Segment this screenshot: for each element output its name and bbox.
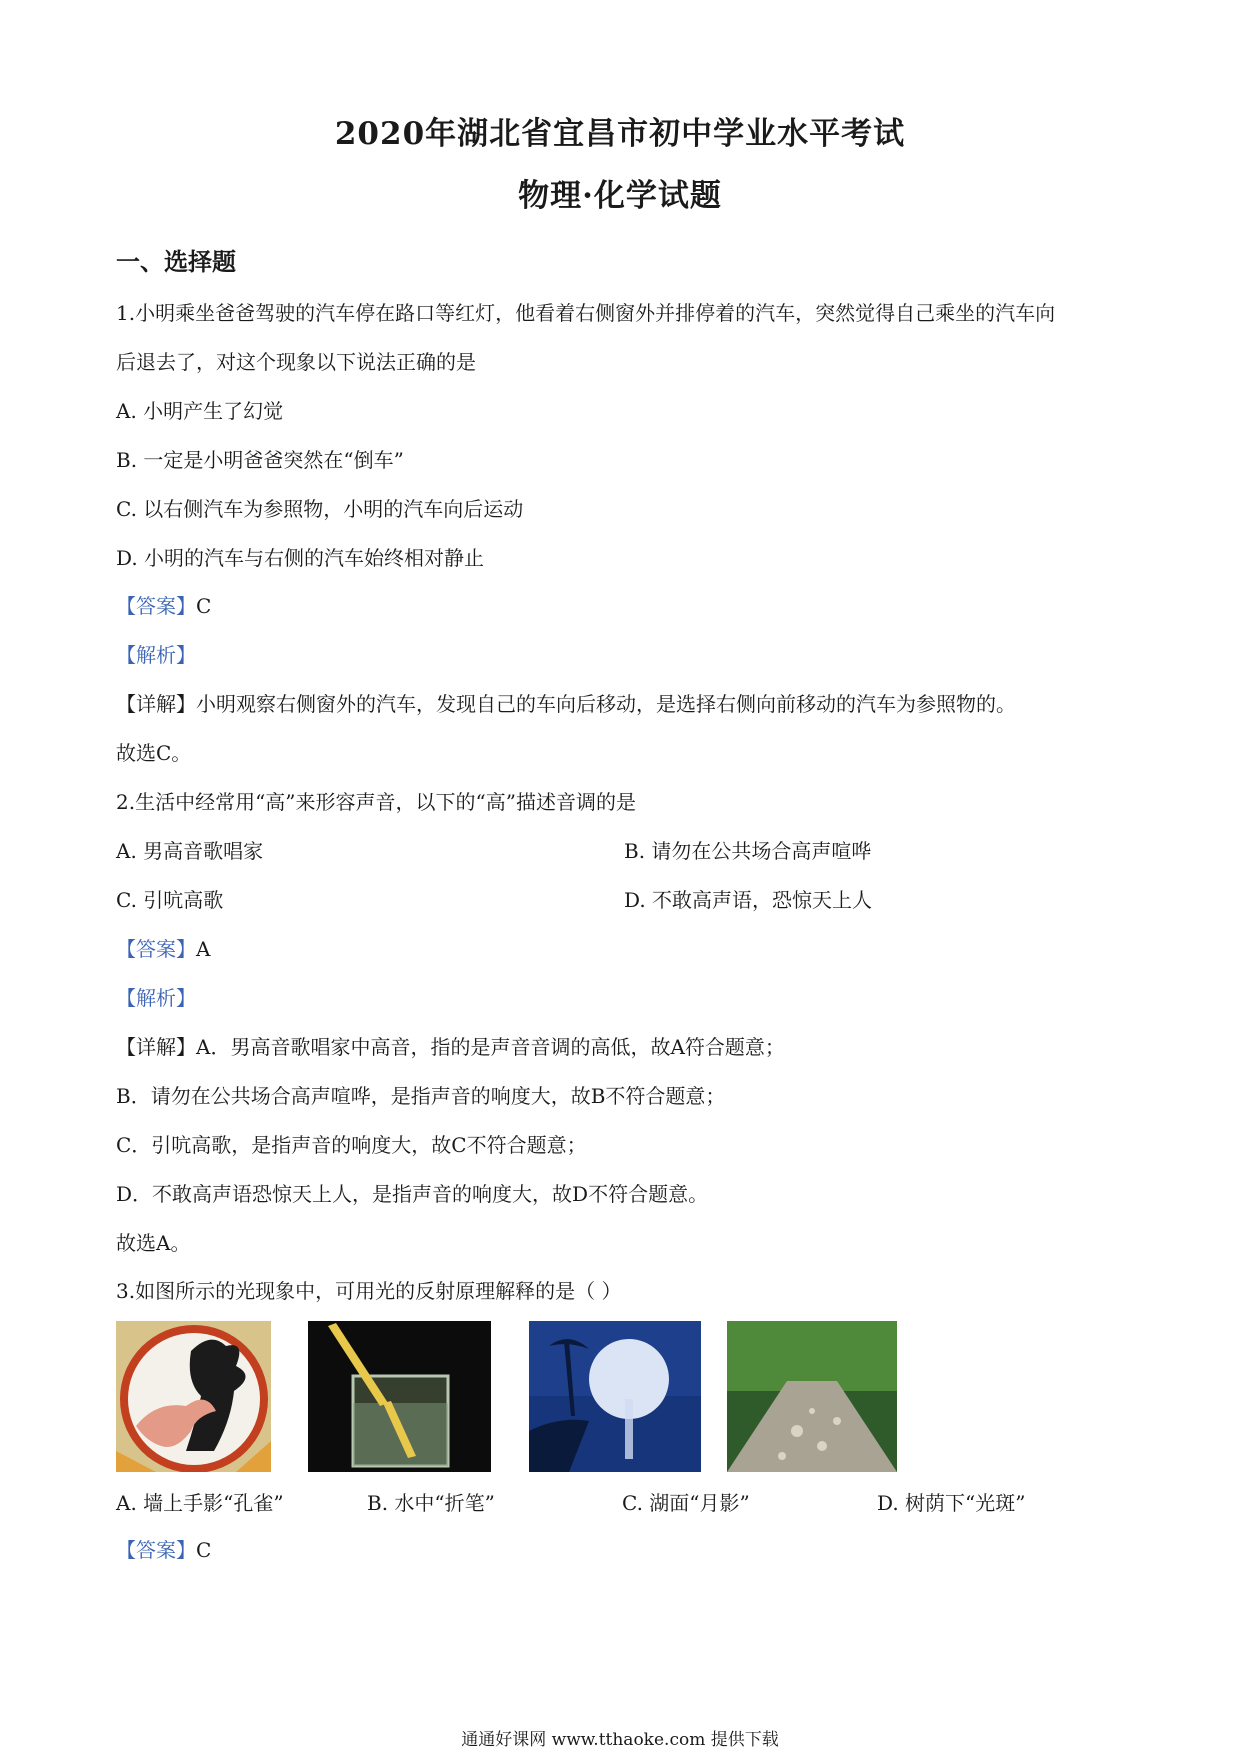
q1-option-d: D. 小明的汽车与右侧的汽车始终相对静止 [116, 546, 485, 570]
q1-conclusion: 故选C。 [116, 741, 192, 765]
analysis-tag: 【解析】 [116, 986, 196, 1010]
q1-answer-value: C [196, 594, 212, 618]
page-title: 2020年湖北省宜昌市初中学业水平考试 [334, 116, 906, 152]
answer-tag: 【答案】 [116, 594, 196, 618]
q2-detail-c: C．引吭高歌，是指声音的响度大，故C不符合题意； [116, 1133, 587, 1157]
q1-detail [116, 690, 1016, 718]
analysis-tag: 【解析】 [116, 643, 196, 667]
q1-stem-line2: 后退去了，对这个现象以下说法正确的是 [116, 350, 476, 374]
q3-caption-a: A. 墙上手影“孔雀” [116, 1491, 284, 1515]
q3-caption-d: D. 树荫下“光斑” [877, 1491, 1026, 1515]
section-heading: 一、选择题 [116, 247, 236, 276]
page-subtitle: 物理·化学试题 [518, 178, 722, 214]
q3-caption-c: C. 湖面“月影” [622, 1491, 750, 1515]
q2-answer [116, 935, 210, 963]
q2-stem: 2.生活中经常用“高”来形容声音，以下的“高”描述音调的是 [116, 790, 636, 814]
q1-detail-text: 小明观察右侧窗外的汽车，发现自己的车向后移动，是选择右侧向前移动的汽车为参照物的。 [196, 692, 1016, 716]
q1-option-b: B. 一定是小明爸爸突然在“倒车” [116, 448, 404, 472]
q3-answer-value: C [196, 1538, 212, 1562]
q2-option-b: B. 请勿在公共场合高声喧哗 [624, 839, 872, 863]
q2-option-d: D. 不敢高声语，恐惊天上人 [624, 888, 873, 912]
answer-tag: 【答案】 [116, 1538, 196, 1562]
q1-analysis [116, 641, 196, 669]
hand-shadow-image [116, 1321, 271, 1472]
answer-tag: 【答案】 [116, 937, 196, 961]
tree-shade-image [727, 1321, 897, 1472]
q2-conclusion: 故选A。 [116, 1231, 191, 1255]
q2-detail-line1 [116, 1033, 785, 1061]
q2-detail-b: B．请勿在公共场合高声喧哗，是指声音的响度大，故B不符合题意； [116, 1084, 726, 1108]
pencil-in-water-image [308, 1321, 491, 1472]
q2-analysis [116, 984, 196, 1012]
q2-detail-a: A．男高音歌唱家中高音，指的是声音音调的高低，故A符合题意； [196, 1035, 785, 1059]
detail-tag: 【详解】 [116, 1035, 196, 1059]
page-footer: 通通好课网 www.tthaoke.com 提供下载 [461, 1730, 779, 1750]
q2-answer-value: A [196, 937, 211, 961]
q1-stem-line1: 1.小明乘坐爸爸驾驶的汽车停在路口等红灯，他看着右侧窗外并排停着的汽车，突然觉得自己乘坐的汽车向 [116, 301, 1056, 325]
q2-option-c: C. 引吭高歌 [116, 888, 224, 912]
q3-caption-b: B. 水中“折笔” [367, 1491, 495, 1515]
q3-answer [116, 1536, 211, 1564]
q1-option-a: A. 小明产生了幻觉 [116, 399, 284, 423]
detail-tag: 【详解】 [116, 692, 196, 716]
moon-reflection-image [529, 1321, 701, 1472]
q2-option-a: A. 男高音歌唱家 [116, 839, 264, 863]
q3-stem: 3.如图所示的光现象中，可用光的反射原理解释的是（ ） [116, 1279, 622, 1303]
q1-answer [116, 592, 211, 620]
q2-detail-d: D．不敢高声语恐惊天上人，是指声音的响度大，故D不符合题意。 [116, 1182, 709, 1206]
q1-option-c: C. 以右侧汽车为参照物，小明的汽车向后运动 [116, 497, 524, 521]
